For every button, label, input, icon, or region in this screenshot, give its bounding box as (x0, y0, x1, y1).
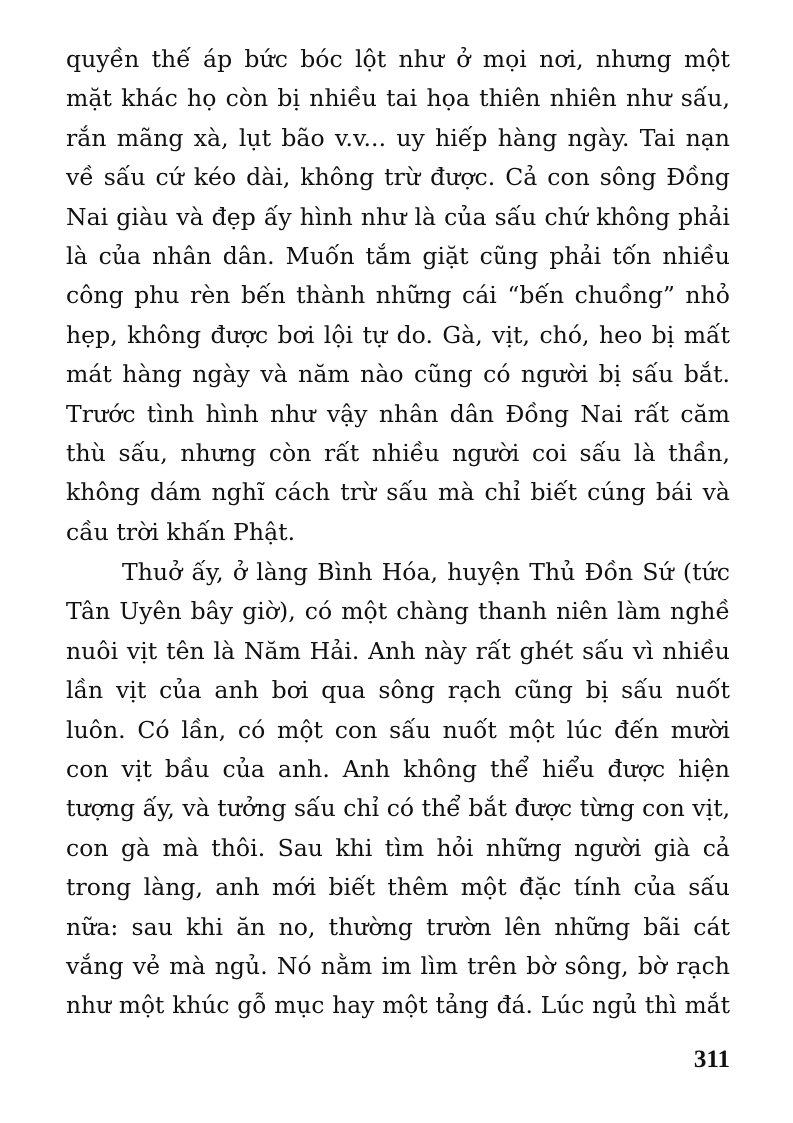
text-line: Nai giàu và đẹp ấy hình như là của sấu chứ không phải (66, 202, 730, 231)
text-line: quyền thế áp bức bóc lột như ở mọi nơi, nhưng một (66, 45, 730, 73)
text-line: về sấu cứ kéo dài, không trừ được. Cả con sông Đồng (66, 163, 730, 192)
paragraph-2 (66, 553, 730, 1026)
text-line: như một khúc gỗ mục hay một tảng đá. Lúc ngủ thì mắt (66, 992, 730, 1020)
text-line: Thuở ấy, ở làng Bình Hóa, huyện Thủ Đồn Sứ (tức (122, 558, 730, 586)
text-line: rắn mãng xà, lụt bão v.v... uy hiếp hàng ngày. Tai nạn (66, 123, 730, 152)
text-line: Trước tình hình như vậy nhân dân Đồng Nai rất căm (66, 399, 730, 428)
text-line: là của nhân dân. Muốn tắm giặt cũng phải tốn nhiều (66, 241, 730, 270)
text-line: Tân Uyên bây giờ), có một chàng thanh niên làm nghề (66, 597, 730, 626)
text-line: thù sấu, nhưng còn rất nhiều người coi sấu là thần, (66, 438, 730, 467)
text-line: cầu trời khấn Phật. (66, 517, 296, 546)
text-line: trong làng, anh mới biết thêm một đặc tính của sấu (66, 873, 730, 902)
text-line: tượng ấy, và tưởng sấu chỉ có thể bắt được từng con vịt, (66, 794, 731, 823)
text-line: hẹp, không được bơi lội tự do. Gà, vịt, chó, heo bị mất (66, 320, 730, 349)
text-line: con gà mà thôi. Sau khi tìm hỏi những người già cả (66, 833, 730, 862)
text-line: con vịt bầu của anh. Anh không thể hiểu được hiện (66, 754, 730, 783)
text-line: mát hàng ngày và năm nào cũng có người bị sấu bắt. (66, 360, 730, 389)
text-line: lần vịt của anh bơi qua sông rạch cũng bị sấu nuốt (66, 676, 730, 705)
paragraph-1 (66, 40, 730, 552)
text-line: vắng vẻ mà ngủ. Nó nằm im lìm trên bờ sông, bờ rạch (66, 951, 730, 980)
text-line: không dám nghĩ cách trừ sấu mà chỉ biết cúng bái và (66, 478, 730, 507)
text-line: nữa: sau khi ăn no, thường trườn lên những bãi cát (66, 912, 730, 941)
text-line: công phu rèn bến thành những cái “bến chuồng” nhỏ (66, 281, 730, 310)
text-line: mặt khác họ còn bị nhiều tai họa thiên nhiên như sấu, (66, 84, 730, 113)
text-line: nuôi vịt tên là Năm Hải. Anh này rất ghét sấu vì nhiều (66, 636, 730, 665)
page-number: 311 (693, 1046, 730, 1073)
text-line: luôn. Có lần, có một con sấu nuốt một lúc đến mười (66, 715, 730, 744)
